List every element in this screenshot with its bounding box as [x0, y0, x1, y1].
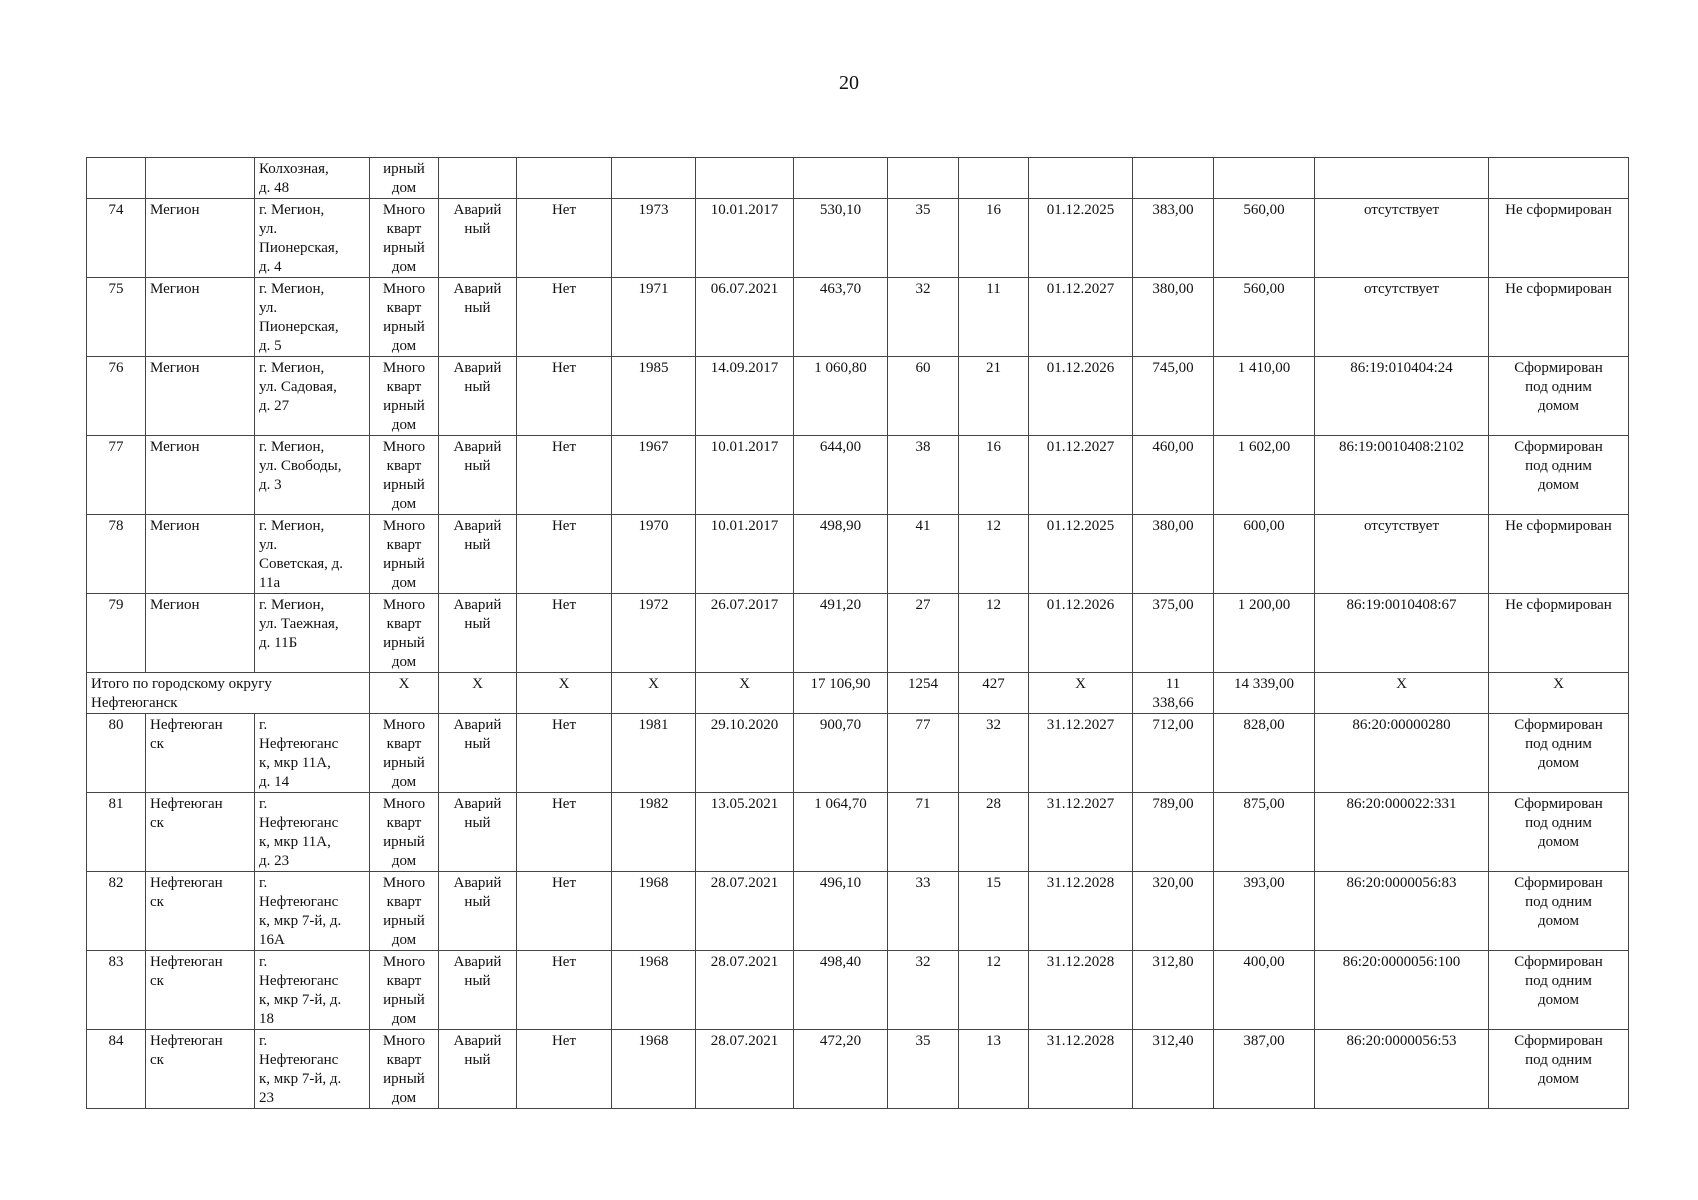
- cell-number: 81: [87, 793, 146, 872]
- cell-area: 463,70: [794, 278, 888, 357]
- cell-date: 14.09.2017: [696, 357, 794, 436]
- total-cell-flats: 427: [959, 673, 1029, 714]
- cell-address: г. Нефтеюганс к, мкр 11А, д. 14: [255, 714, 370, 793]
- cell-people: 32: [888, 278, 959, 357]
- cell-cadastral-number: 86:20:0000056:53: [1315, 1030, 1489, 1109]
- cell-cadastral-number: отсутствует: [1315, 515, 1489, 594]
- cell-land-area: 375,00: [1133, 594, 1214, 673]
- cell-house-type: ирный дом: [370, 158, 439, 199]
- total-cell-plot-area: 14 339,00: [1214, 673, 1315, 714]
- cell-deadline: 01.12.2026: [1029, 357, 1133, 436]
- cell-municipality: Мегион: [146, 199, 255, 278]
- cell-year: 1968: [612, 872, 696, 951]
- cell-municipality: Мегион: [146, 278, 255, 357]
- cell-year: 1982: [612, 793, 696, 872]
- cell-land-area: 460,00: [1133, 436, 1214, 515]
- cell-area: 1 064,70: [794, 793, 888, 872]
- cell-cadastral-number: [1315, 158, 1489, 199]
- cell-house-type: Много кварт ирный дом: [370, 714, 439, 793]
- cell-address: г. Мегион, ул. Таежная, д. 11Б: [255, 594, 370, 673]
- cell-area: 900,70: [794, 714, 888, 793]
- cell-land-area: 383,00: [1133, 199, 1214, 278]
- cell-land-area: 712,00: [1133, 714, 1214, 793]
- cell-house-type: Много кварт ирный дом: [370, 199, 439, 278]
- cell-house-type: Много кварт ирный дом: [370, 793, 439, 872]
- cell-land-area: [1133, 158, 1214, 199]
- cell-flats: [959, 158, 1029, 199]
- cell-restriction: Нет: [517, 278, 612, 357]
- cell-municipality: Мегион: [146, 357, 255, 436]
- cell-land-area: 312,80: [1133, 951, 1214, 1030]
- cell-municipality: Нефтеюган ск: [146, 951, 255, 1030]
- cell-land-area: 320,00: [1133, 872, 1214, 951]
- cell-municipality: [146, 158, 255, 199]
- cell-land-area: 789,00: [1133, 793, 1214, 872]
- total-cell-people: 1254: [888, 673, 959, 714]
- cell-deadline: 01.12.2027: [1029, 436, 1133, 515]
- cell-restriction: Нет: [517, 1030, 612, 1109]
- table-row: [87, 714, 1629, 793]
- cell-number: 75: [87, 278, 146, 357]
- cell-house-type: Много кварт ирный дом: [370, 278, 439, 357]
- cell-flats: 21: [959, 357, 1029, 436]
- cell-deadline: 01.12.2026: [1029, 594, 1133, 673]
- total-cell-house-type: X: [370, 673, 439, 714]
- cell-address: г. Мегион, ул. Пионерская, д. 4: [255, 199, 370, 278]
- cell-date: 28.07.2021: [696, 872, 794, 951]
- cell-plot-area: 393,00: [1214, 872, 1315, 951]
- cell-municipality: Нефтеюган ск: [146, 872, 255, 951]
- table-row: [87, 1030, 1629, 1109]
- cell-municipality: Мегион: [146, 594, 255, 673]
- cell-date: 26.07.2017: [696, 594, 794, 673]
- total-cell-cadastral-number: X: [1315, 673, 1489, 714]
- total-cell-deadline: X: [1029, 673, 1133, 714]
- cell-area: 644,00: [794, 436, 888, 515]
- cell-plot-status: Не сформирован: [1489, 199, 1629, 278]
- cell-restriction: Нет: [517, 515, 612, 594]
- cell-plot-area: [1214, 158, 1315, 199]
- cell-house-type: Много кварт ирный дом: [370, 951, 439, 1030]
- total-cell-status: X: [439, 673, 517, 714]
- cell-deadline: [1029, 158, 1133, 199]
- cell-number: 79: [87, 594, 146, 673]
- cell-cadastral-number: 86:19:0010408:67: [1315, 594, 1489, 673]
- cell-area: 498,90: [794, 515, 888, 594]
- cell-house-type: Много кварт ирный дом: [370, 1030, 439, 1109]
- cell-cadastral-number: отсутствует: [1315, 199, 1489, 278]
- cell-restriction: [517, 158, 612, 199]
- cell-address: г. Мегион, ул. Советская, д. 11а: [255, 515, 370, 594]
- cell-date: 29.10.2020: [696, 714, 794, 793]
- cell-flats: 16: [959, 436, 1029, 515]
- cell-status: Аварий ный: [439, 951, 517, 1030]
- cell-date: 28.07.2021: [696, 951, 794, 1030]
- cell-restriction: Нет: [517, 714, 612, 793]
- cell-date: 10.01.2017: [696, 515, 794, 594]
- cell-status: Аварий ный: [439, 793, 517, 872]
- cell-plot-area: 560,00: [1214, 199, 1315, 278]
- cell-status: Аварий ный: [439, 594, 517, 673]
- cell-flats: 12: [959, 515, 1029, 594]
- cell-number: 82: [87, 872, 146, 951]
- cell-status: Аварий ный: [439, 436, 517, 515]
- cell-cadastral-number: 86:20:0000056:100: [1315, 951, 1489, 1030]
- cell-year: 1970: [612, 515, 696, 594]
- cell-number: 83: [87, 951, 146, 1030]
- cell-cadastral-number: отсутствует: [1315, 278, 1489, 357]
- cell-status: Аварий ный: [439, 714, 517, 793]
- cell-address: Колхозная, д. 48: [255, 158, 370, 199]
- cell-number: 78: [87, 515, 146, 594]
- cell-municipality: Нефтеюган ск: [146, 1030, 255, 1109]
- cell-year: 1985: [612, 357, 696, 436]
- cell-address: г. Нефтеюганс к, мкр 7-й, д. 16А: [255, 872, 370, 951]
- cell-date: [696, 158, 794, 199]
- cell-plot-status: Сформирован под одним домом: [1489, 793, 1629, 872]
- cell-number: 74: [87, 199, 146, 278]
- cell-restriction: Нет: [517, 594, 612, 673]
- cell-year: 1981: [612, 714, 696, 793]
- cell-restriction: Нет: [517, 436, 612, 515]
- cell-deadline: 01.12.2027: [1029, 278, 1133, 357]
- cell-year: 1968: [612, 951, 696, 1030]
- cell-status: Аварий ный: [439, 278, 517, 357]
- cell-restriction: Нет: [517, 199, 612, 278]
- cell-area: 530,10: [794, 199, 888, 278]
- cell-year: 1971: [612, 278, 696, 357]
- table-row: [87, 594, 1629, 673]
- cell-plot-status: Сформирован под одним домом: [1489, 872, 1629, 951]
- cell-plot-status: Сформирован под одним домом: [1489, 951, 1629, 1030]
- cell-status: Аварий ный: [439, 515, 517, 594]
- cell-plot-area: 387,00: [1214, 1030, 1315, 1109]
- cell-year: [612, 158, 696, 199]
- cell-people: 33: [888, 872, 959, 951]
- cell-status: Аварий ный: [439, 1030, 517, 1109]
- cell-deadline: 01.12.2025: [1029, 199, 1133, 278]
- cell-area: 498,40: [794, 951, 888, 1030]
- cell-deadline: 31.12.2028: [1029, 1030, 1133, 1109]
- cell-address: г. Нефтеюганс к, мкр 7-й, д. 23: [255, 1030, 370, 1109]
- cell-date: 10.01.2017: [696, 436, 794, 515]
- cell-address: г. Нефтеюганс к, мкр 7-й, д. 18: [255, 951, 370, 1030]
- cell-flats: 16: [959, 199, 1029, 278]
- total-row: [87, 673, 1629, 714]
- continuation-row: [87, 158, 1629, 199]
- cell-cadastral-number: 86:19:0010408:2102: [1315, 436, 1489, 515]
- cell-plot-area: 1 410,00: [1214, 357, 1315, 436]
- cell-flats: 11: [959, 278, 1029, 357]
- cell-number: 77: [87, 436, 146, 515]
- cell-people: 77: [888, 714, 959, 793]
- page-number: 20: [839, 72, 859, 94]
- cell-people: 71: [888, 793, 959, 872]
- cell-plot-status: Сформирован под одним домом: [1489, 1030, 1629, 1109]
- cell-number: 84: [87, 1030, 146, 1109]
- cell-status: [439, 158, 517, 199]
- cell-land-area: 380,00: [1133, 515, 1214, 594]
- cell-year: 1968: [612, 1030, 696, 1109]
- cell-house-type: Много кварт ирный дом: [370, 872, 439, 951]
- table-row: [87, 357, 1629, 436]
- cell-people: 38: [888, 436, 959, 515]
- cell-deadline: 31.12.2028: [1029, 951, 1133, 1030]
- cell-date: 06.07.2021: [696, 278, 794, 357]
- cell-restriction: Нет: [517, 951, 612, 1030]
- cell-plot-area: 600,00: [1214, 515, 1315, 594]
- cell-plot-area: 828,00: [1214, 714, 1315, 793]
- cell-cadastral-number: 86:19:010404:24: [1315, 357, 1489, 436]
- cell-flats: 12: [959, 594, 1029, 673]
- cell-people: 35: [888, 1030, 959, 1109]
- cell-people: 35: [888, 199, 959, 278]
- cell-flats: 13: [959, 1030, 1029, 1109]
- cell-people: 41: [888, 515, 959, 594]
- cell-people: 27: [888, 594, 959, 673]
- cell-date: 28.07.2021: [696, 1030, 794, 1109]
- cell-people: 32: [888, 951, 959, 1030]
- cell-deadline: 01.12.2025: [1029, 515, 1133, 594]
- cell-people: [888, 158, 959, 199]
- cell-plot-area: 1 602,00: [1214, 436, 1315, 515]
- cell-restriction: Нет: [517, 872, 612, 951]
- cell-house-type: Много кварт ирный дом: [370, 594, 439, 673]
- total-cell-date: X: [696, 673, 794, 714]
- cell-deadline: 31.12.2027: [1029, 714, 1133, 793]
- cell-year: 1972: [612, 594, 696, 673]
- total-cell-year: X: [612, 673, 696, 714]
- cell-plot-status: Не сформирован: [1489, 515, 1629, 594]
- cell-address: г. Мегион, ул. Пионерская, д. 5: [255, 278, 370, 357]
- cell-plot-status: [1489, 158, 1629, 199]
- cell-municipality: Мегион: [146, 515, 255, 594]
- cell-restriction: Нет: [517, 357, 612, 436]
- cell-plot-area: 400,00: [1214, 951, 1315, 1030]
- cell-plot-status: Не сформирован: [1489, 594, 1629, 673]
- cell-plot-area: 1 200,00: [1214, 594, 1315, 673]
- cell-house-type: Много кварт ирный дом: [370, 357, 439, 436]
- cell-municipality: Нефтеюган ск: [146, 714, 255, 793]
- cell-restriction: Нет: [517, 793, 612, 872]
- table-row: [87, 951, 1629, 1030]
- cell-municipality: Нефтеюган ск: [146, 793, 255, 872]
- cell-number: 76: [87, 357, 146, 436]
- cell-date: 13.05.2021: [696, 793, 794, 872]
- cell-flats: 32: [959, 714, 1029, 793]
- table-row: [87, 872, 1629, 951]
- table-row: [87, 199, 1629, 278]
- cell-flats: 15: [959, 872, 1029, 951]
- cell-plot-status: Сформирован под одним домом: [1489, 714, 1629, 793]
- cell-area: 1 060,80: [794, 357, 888, 436]
- cell-flats: 12: [959, 951, 1029, 1030]
- cell-area: 496,10: [794, 872, 888, 951]
- cell-house-type: Много кварт ирный дом: [370, 515, 439, 594]
- cell-area: 491,20: [794, 594, 888, 673]
- cell-house-type: Много кварт ирный дом: [370, 436, 439, 515]
- cell-area: [794, 158, 888, 199]
- cell-status: Аварий ный: [439, 357, 517, 436]
- cell-people: 60: [888, 357, 959, 436]
- cell-municipality: Мегион: [146, 436, 255, 515]
- cell-deadline: 31.12.2027: [1029, 793, 1133, 872]
- cell-status: Аварий ный: [439, 199, 517, 278]
- total-cell-restriction: X: [517, 673, 612, 714]
- cell-address: г. Нефтеюганс к, мкр 11А, д. 23: [255, 793, 370, 872]
- cell-address: г. Мегион, ул. Садовая, д. 27: [255, 357, 370, 436]
- cell-land-area: 312,40: [1133, 1030, 1214, 1109]
- cell-cadastral-number: 86:20:0000056:83: [1315, 872, 1489, 951]
- cell-plot-area: 875,00: [1214, 793, 1315, 872]
- cell-area: 472,20: [794, 1030, 888, 1109]
- cell-plot-status: Не сформирован: [1489, 278, 1629, 357]
- table-row: [87, 793, 1629, 872]
- cell-date: 10.01.2017: [696, 199, 794, 278]
- cell-plot-status: Сформирован под одним домом: [1489, 436, 1629, 515]
- cell-land-area: 380,00: [1133, 278, 1214, 357]
- cell-number: 80: [87, 714, 146, 793]
- table-row: [87, 436, 1629, 515]
- cell-land-area: 745,00: [1133, 357, 1214, 436]
- cell-year: 1967: [612, 436, 696, 515]
- cell-plot-status: Сформирован под одним домом: [1489, 357, 1629, 436]
- cell-plot-area: 560,00: [1214, 278, 1315, 357]
- cell-number: [87, 158, 146, 199]
- table-row: [87, 278, 1629, 357]
- total-cell-area: 17 106,90: [794, 673, 888, 714]
- cell-address: г. Мегион, ул. Свободы, д. 3: [255, 436, 370, 515]
- total-cell-land-area: 11 338,66: [1133, 673, 1214, 714]
- cell-flats: 28: [959, 793, 1029, 872]
- total-cell-plot-status: X: [1489, 673, 1629, 714]
- housing-registry-table: [86, 157, 1629, 1109]
- cell-status: Аварий ный: [439, 872, 517, 951]
- cell-cadastral-number: 86:20:00000280: [1315, 714, 1489, 793]
- cell-year: 1973: [612, 199, 696, 278]
- cell-cadastral-number: 86:20:000022:331: [1315, 793, 1489, 872]
- total-label: Итого по городскому округу Нефтеюганск: [87, 673, 370, 714]
- cell-deadline: 31.12.2028: [1029, 872, 1133, 951]
- table-row: [87, 515, 1629, 594]
